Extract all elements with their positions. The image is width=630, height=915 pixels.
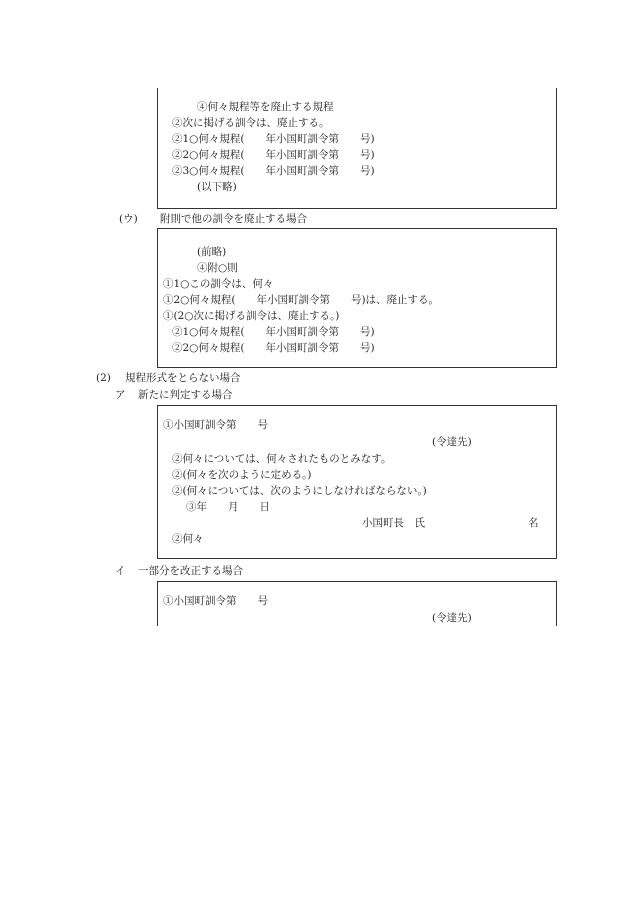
box2-line-1: (前略)	[197, 246, 227, 258]
box1-line-4: ②2○何々規程( 年小国町訓令第 号)	[172, 149, 375, 161]
section-i-marker: イ	[115, 565, 126, 577]
box3-signer: 小国町長 氏	[362, 517, 425, 529]
box3-line-4: ②(何々を次のように定める。)	[172, 469, 312, 481]
box1-line-6: (以下略)	[197, 181, 237, 193]
section-a-title: 新たに判定する場合	[138, 389, 233, 401]
section-2-marker: (2)	[96, 372, 111, 384]
box3-line-5: ②(何々については、次のようにしなければならない。)	[172, 485, 427, 497]
box2-line-2: ④附○則	[197, 262, 238, 274]
box1-line-3: ②1○何々規程( 年小国町訓令第 号)	[172, 133, 375, 145]
box3-addressee: (令達先)	[432, 436, 472, 448]
section-u-marker: (ウ)	[119, 213, 138, 225]
section-a-marker: ア	[115, 389, 126, 401]
box2-line-3: ①1○この訓令は、何々	[163, 278, 274, 290]
box2-line-4: ①2○何々規程( 年小国町訓令第 号)は、廃止する。	[163, 294, 440, 306]
box4-addressee: (令達先)	[432, 612, 472, 624]
box2-line-7: ②2○何々規程( 年小国町訓令第 号)	[172, 342, 375, 354]
box3-signer-name: 名	[528, 517, 539, 529]
box3-line-3: ②何々については、何々されたものとみなす。	[172, 453, 392, 465]
box1-line-5: ②3○何々規程( 年小国町訓令第 号)	[172, 165, 375, 177]
box1-line-1: ④何々規程等を廃止する規程	[197, 101, 334, 113]
section-2-title: 規程形式をとらない場合	[125, 372, 241, 384]
box3-date: ③年 月 日	[186, 501, 270, 513]
box4-instruction-number: ①小国町訓令第 号	[163, 595, 268, 607]
box1-line-2: ②次に掲げる訓令は、廃止する。	[172, 117, 330, 129]
box2-line-6: ②1○何々規程( 年小国町訓令第 号)	[172, 326, 375, 338]
box3-instruction-number: ①小国町訓令第 号	[163, 419, 268, 431]
section-i-title: 一部分を改正する場合	[138, 565, 243, 577]
box2-line-5: ①(2○次に掲げる訓令は、廃止する。)	[163, 310, 340, 322]
box3-line-8: ②何々	[172, 533, 204, 545]
section-u-title: 附則で他の訓令を廃止する場合	[160, 213, 307, 225]
